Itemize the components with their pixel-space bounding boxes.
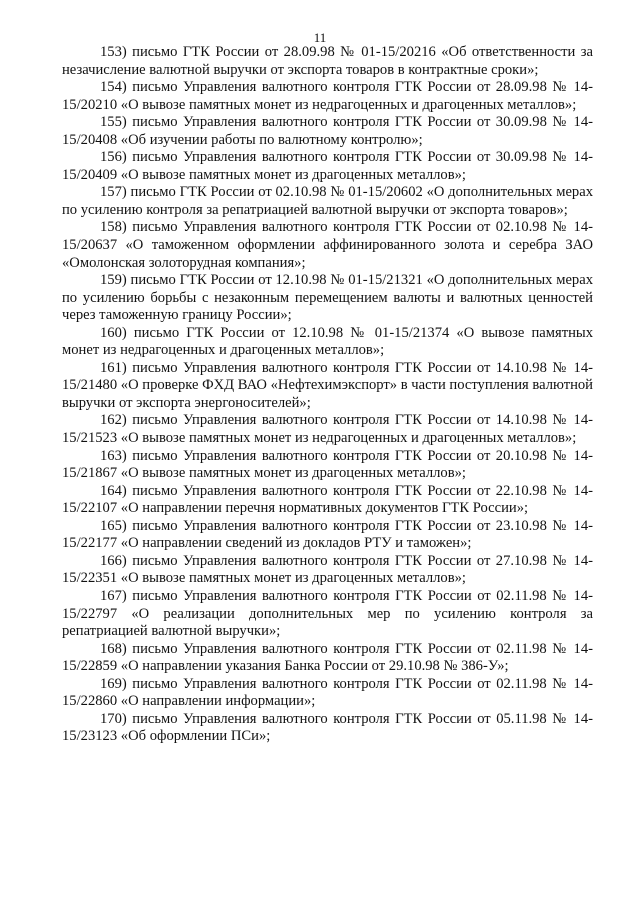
list-item: 169) письмо Управления валютного контроля ГТК России от 02.11.98 № 14-15/22860 «О направлении информации»;	[62, 675, 593, 710]
list-item: 160) письмо ГТК России от 12.10.98 № 01-15/21374 «О вывозе памятных монет из недрагоценных и драгоценных металлов»;	[62, 324, 593, 359]
list-item: 157) письмо ГТК России от 02.10.98 № 01-15/20602 «О дополнительных мерах по усилению контроля за репатриацией валютной выручки от экспорта товаров»;	[62, 184, 593, 218]
list-item: 154) письмо Управления валютного контроля ГТК России от 28.09.98 № 14-15/20210 «О вывозе памятных монет из недрагоценных и драгоценных металлов»;	[62, 79, 593, 113]
list-item: 161) письмо Управления валютного контроля ГТК России от 14.10.98 № 14-15/21480 «О проверке ФХД ВАО «Нефтехимэкспорт» в части поступления валютной выручки от экспорта энергоносителей»;	[62, 359, 593, 411]
list-item: 170) письмо Управления валютного контроля ГТК России от 05.11.98 № 14-15/23123 «Об оформлении ПСи»;	[62, 710, 593, 745]
list-item: 163) письмо Управления валютного контроля ГТК России от 20.10.98 № 14-15/21867 «О вывозе памятных монет из драгоценных металлов»;	[62, 447, 593, 482]
list-item: 156) письмо Управления валютного контроля ГТК России от 30.09.98 № 14-15/20409 «О вывозе памятных монет из драгоценных металлов»;	[62, 149, 593, 183]
page-number: 11	[313, 30, 327, 45]
list-item: 155) письмо Управления валютного контроля ГТК России от 30.09.98 № 14-15/20408 «Об изучении работы по валютному контролю»;	[62, 114, 593, 148]
list-item: 158) письмо Управления валютного контроля ГТК России от 02.10.98 № 14-15/20637 «О таможенном оформлении аффинированного золота и серебра ЗАО «Омолонская золоторудная компания»;	[62, 219, 593, 271]
document-body	[62, 44, 593, 746]
list-item: 168) письмо Управления валютного контроля ГТК России от 02.11.98 № 14-15/22859 «О направлении указания Банка России от 29.10.98 № 386-У»;	[62, 640, 593, 675]
list-item: 167) письмо Управления валютного контроля ГТК России от 02.11.98 № 14-15/22797 «О реализации дополнительных мер по усилению контроля за репатриацией валютной выручки»;	[62, 587, 593, 640]
list-item: 162) письмо Управления валютного контроля ГТК России от 14.10.98 № 14-15/21523 «О вывозе памятных монет из недрагоценных и драгоценных металлов»;	[62, 412, 593, 447]
list-item: 166) письмо Управления валютного контроля ГТК России от 27.10.98 № 14-15/22351 «О вывозе памятных монет из драгоценных металлов»;	[62, 552, 593, 587]
list-item: 153) письмо ГТК России от 28.09.98 № 01-15/20216 «Об ответственности за незачисление валютной выручки от экспорта товаров в контрактные сроки»;	[62, 44, 593, 78]
list-item: 165) письмо Управления валютного контроля ГТК России от 23.10.98 № 14-15/22177 «О направлении сведений из докладов РТУ и таможен»;	[62, 517, 593, 552]
list-item: 164) письмо Управления валютного контроля ГТК России от 22.10.98 № 14-15/22107 «О направлении перечня нормативных документов ГТК России»;	[62, 482, 593, 517]
list-item: 159) письмо ГТК России от 12.10.98 № 01-15/21321 «О дополнительных мерах по усилению борьбы с незаконным перемещением валюты и валютных ценностей через таможенную границу России»;	[62, 272, 593, 324]
